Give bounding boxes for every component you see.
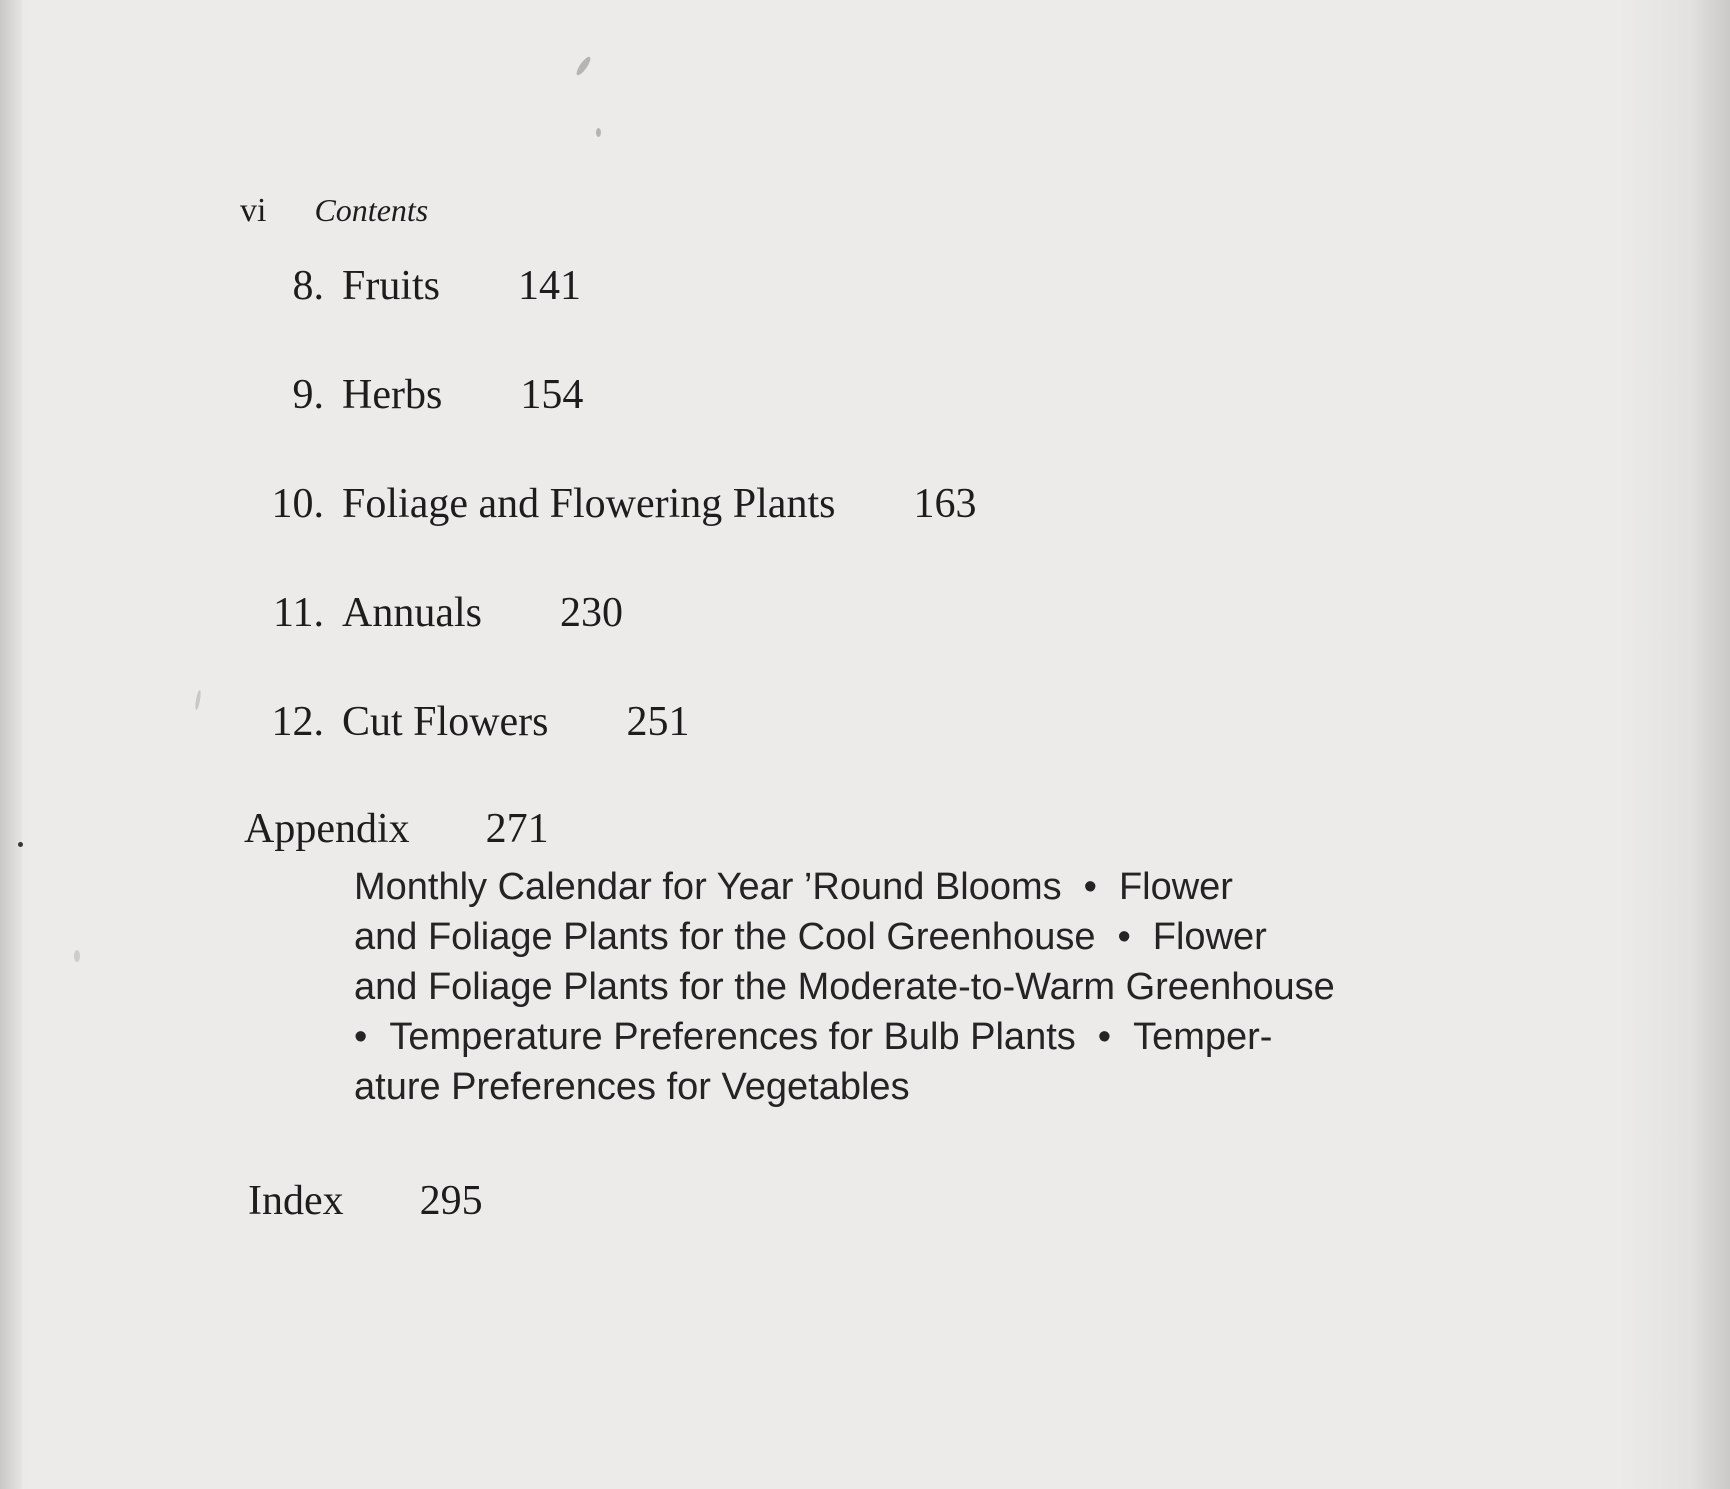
chapter-page: 230 [560, 590, 623, 636]
chapter-title: Herbs [342, 372, 443, 418]
appendix-line [354, 1062, 1474, 1112]
chapter-number: 11. [273, 590, 324, 636]
appendix-title: Appendix [244, 806, 410, 852]
chapter-title: Annuals [342, 590, 482, 636]
toc-entry-chapter-9 [240, 371, 583, 419]
appendix-line [354, 962, 1474, 1012]
chapter-title: Fruits [342, 263, 441, 309]
appendix-page: 271 [485, 806, 549, 852]
chapter-number: 8. [292, 263, 324, 309]
page-edge-shadow [1690, 0, 1730, 1489]
appendix-contents [354, 862, 1474, 1112]
page-number: vi [240, 192, 267, 229]
toc-entry-appendix [244, 805, 549, 853]
chapter-number: 10. [271, 481, 324, 527]
running-header [240, 192, 428, 230]
appendix-item-text: ature Preferences for Vegetables [354, 1066, 910, 1108]
chapter-page: 141 [518, 263, 582, 309]
appendix-item-text: Flower [1118, 866, 1233, 908]
index-title: Index [248, 1178, 344, 1224]
appendix-item-text: Temper- [1133, 1016, 1273, 1058]
paper-speck [574, 55, 592, 77]
chapter-number: 12. [271, 699, 324, 745]
chapter-page: 163 [913, 481, 977, 527]
page-gutter-edge [0, 0, 22, 1489]
appendix-line [354, 862, 1474, 912]
chapter-page: 154 [520, 372, 584, 418]
toc-entry-chapter-10 [240, 480, 976, 528]
toc-entry-index [248, 1177, 483, 1225]
appendix-item-text: Flower [1152, 916, 1267, 958]
paper-speck [18, 842, 23, 847]
paper-speck [74, 950, 80, 962]
toc-entry-chapter-11 [240, 589, 623, 637]
chapter-page: 251 [626, 699, 690, 745]
appendix-line [354, 912, 1474, 962]
appendix-item-text: Temperature Preferences for Bulb Plants [389, 1016, 1076, 1058]
appendix-item-text: and Foliage Plants for the Moderate-to-Warm Greenhouse [354, 966, 1335, 1008]
toc-entry-chapter-8 [240, 262, 581, 310]
bullet-separator: • [1083, 866, 1097, 908]
bullet-separator: • [1097, 1016, 1112, 1058]
paper-speck [596, 128, 601, 137]
appendix-item-text: and Foliage Plants for the Cool Greenhouse [354, 916, 1096, 958]
chapter-title: Cut Flowers [342, 699, 549, 745]
running-title: Contents [314, 192, 429, 228]
appendix-line [354, 1012, 1474, 1062]
paper-speck [194, 690, 201, 710]
chapter-title: Foliage and Flowering Plants [342, 481, 836, 527]
chapter-number: 9. [292, 372, 324, 418]
appendix-item-text: Monthly Calendar for Year ’Round Blooms [354, 866, 1062, 908]
bullet-separator: • [354, 1016, 368, 1058]
index-page: 295 [419, 1178, 483, 1224]
bullet-separator: • [1117, 916, 1131, 958]
toc-entry-chapter-12 [240, 698, 690, 746]
